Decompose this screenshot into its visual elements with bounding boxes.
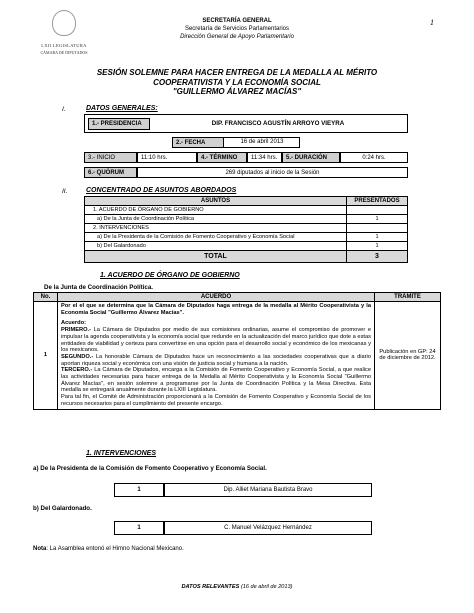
segundo-text: La honorable Cámara de Diputados hace un reconocimiento a las sociedades cooperativas que a diario aportan riqueza social y económica con una visión de justicia social y humana a la nación. <box>61 353 371 367</box>
termino-label: 4.- TÉRMINO <box>197 152 247 163</box>
fecha-value: 16 de abril 2013 <box>240 139 284 145</box>
page-footer <box>0 584 474 590</box>
primero-label: PRIMERO.- <box>61 327 92 334</box>
presidencia-box <box>84 114 408 133</box>
presidencia-label: 1.- PRESIDENCIA <box>88 118 150 130</box>
tramite-cell: Publicación en GP: 24 de diciembre de 2012. <box>375 302 441 410</box>
segundo-paragraph <box>61 354 371 367</box>
acuerdo-body <box>58 302 375 410</box>
intervencion-b-label: b) Del Galardonado. <box>33 505 92 512</box>
duracion-label: 5.- DURACIÓN <box>282 152 340 163</box>
asunto-text: 1. ACUERDO DE ÓRGANO DE GOBIERNO <box>85 206 347 215</box>
duracion-value: 0:24 hrs. <box>340 152 408 163</box>
final-paragraph: Para tal fin, el Comité de Administración proporcionará a la Comisión de Fomento Cooperativo y Economía Social de los recursos necesarios para el cumplimiento del presente encargo. <box>61 394 371 407</box>
tercero-text: La Cámara de Diputados, encarga a la Comisión de Fomento Cooperativo y Economía Social, a que realice las actividades necesarias para hacer entrega de la Medalla al Mérito Cooperativista y la Economía Social "Guillermo Álvarez Macías", en sesión solemne a programarse por la Junta de Coordinación Política y la Mesa Directiva. Esta medalla se entregará anualmente durante la LXIII Legislatura. <box>61 367 371 394</box>
asunto-count: 1 <box>347 215 408 224</box>
table-row <box>85 233 408 242</box>
total-label: TOTAL <box>85 251 347 263</box>
acuerdo-subheading: De la Junta de Coordinación Política. <box>44 284 153 291</box>
section-1-number: I. <box>62 106 66 113</box>
tercero-label: TERCERO.- <box>61 367 93 374</box>
section-2-number: II. <box>62 188 68 195</box>
table-row <box>34 302 441 410</box>
document-header <box>120 17 354 41</box>
section-1-heading: DATOS GENERALES: <box>86 105 158 112</box>
eagle-seal-icon <box>52 10 76 36</box>
asuntos-column-header: ASUNTOS <box>85 197 347 206</box>
tramite-column-header: TRÁMITE <box>375 293 441 302</box>
acuerdo-number: 1 <box>34 302 58 410</box>
nota-line <box>33 546 184 552</box>
acuerdos-table <box>33 292 441 410</box>
quorum-row <box>84 167 408 178</box>
title-line-2: COOPERATIVISTA Y LA ECONOMÍA SOCIAL <box>153 77 321 87</box>
intervencion-a-row <box>114 483 372 497</box>
horario-row <box>84 152 408 163</box>
fecha-box <box>172 137 300 148</box>
intervencion-a-number: 1 <box>114 483 164 497</box>
quorum-label: 6.- QUÓRUM <box>84 167 137 178</box>
title-line-1: SESIÓN SOLEMNE PARA HACER ENTREGA DE LA MEDALLA AL MÉRITO <box>96 68 378 77</box>
footer-date: (16 de abril de 2013) <box>240 584 293 590</box>
intervencion-b-row <box>114 521 372 535</box>
primero-text: La Cámara de Diputados por medio de sus comisiones ordinarias, asume el compromiso de promover e impulsar la agenda cooperativista y la economía social que redunde en la actualización del marco jurídico que dote a estas entidades de viabilidad y certeza para convertirse en una opción para el desarrollo social y económico de los mexicanas y los mexicanos. <box>61 327 371 354</box>
asunto-text: a) De la Presidenta de la Comisión de Fomento Cooperativo y Economía Social <box>85 233 347 242</box>
asunto-text: 2. INTERVENCIONES <box>85 224 347 233</box>
asuntos-table <box>84 196 408 263</box>
primero-paragraph <box>61 327 371 354</box>
tercero-paragraph <box>61 367 371 394</box>
segundo-label: SEGUNDO.- <box>61 353 94 360</box>
asunto-text: b) Del Galardonado <box>85 242 347 251</box>
acuerdo-intro: Por el el que se determina que la Cámara de Diputados haga entrega de la medalla al Mérito Cooperativista y la Economía Social "Guillermo Álvarez Macías". <box>61 303 371 316</box>
asunto-count: 1 <box>347 242 408 251</box>
table-row <box>85 206 408 215</box>
inicio-value: 11:10 hrs. <box>137 152 197 163</box>
acuerdo-label: Acuerdo: <box>61 320 86 327</box>
section-2-heading: CONCENTRADO DE ASUNTOS ABORDADOS <box>86 187 237 194</box>
page-number: 1 <box>430 18 434 27</box>
fecha-label: 2.- FECHA <box>172 137 224 148</box>
document-title <box>70 68 404 97</box>
table-row <box>85 242 408 251</box>
inicio-label: 3.- INICIO <box>84 152 137 163</box>
intervencion-b-number: 1 <box>114 521 164 535</box>
logo-chamber-text: CÁMARA DE DIPUTADOS <box>40 50 88 55</box>
termino-value: 11:34 hrs. <box>247 152 282 163</box>
presentados-column-header: PRESENTADOS <box>347 197 408 206</box>
header-direccion: Dirección General de Apoyo Parlamentario <box>180 34 294 40</box>
asunto-count <box>347 206 408 215</box>
presidencia-value: DIP. FRANCISCO AGUSTÍN ARROYO VIEYRA <box>211 120 345 127</box>
no-column-header: No. <box>34 293 58 302</box>
total-value: 3 <box>347 251 408 263</box>
logo-legislature-text: LXII LEGISLATURA <box>41 43 87 48</box>
intervencion-a-label: a) De la Presidenta de la Comisión de Fomento Cooperativo y Economía Social. <box>33 465 267 472</box>
nota-text: : La Asamblea entonó el Himno Nacional Mexicano. <box>46 546 184 552</box>
intervencion-a-speaker: Dip. Alliet Mariana Bautista Bravo <box>164 483 372 497</box>
header-servicios: Secretaría de Servicios Parlamentarios <box>184 26 290 32</box>
footer-label: DATOS RELEVANTES <box>181 584 240 590</box>
intervenciones-heading: 1. INTERVENCIONES <box>86 450 157 457</box>
table-row <box>85 224 408 233</box>
asunto-count: 1 <box>347 233 408 242</box>
title-line-3: "GUILLERMO ÁLVAREZ MACÍAS" <box>172 87 302 96</box>
asunto-text: a) De la Junta de Coordinación Política <box>85 215 347 224</box>
legislature-logo <box>36 10 92 58</box>
intervencion-b-speaker: C. Manuel Velázquez Hernández <box>164 521 372 535</box>
quorum-value: 269 diputados al inicio de la Sesión <box>137 167 408 178</box>
table-row <box>85 215 408 224</box>
nota-label: Nota <box>33 546 47 552</box>
asunto-count <box>347 224 408 233</box>
header-secretaria: SECRETARÍA GENERAL <box>202 18 272 24</box>
acuerdo-column-header: ACUERDO <box>58 293 375 302</box>
acuerdo-heading: 1. ACUERDO DE ÓRGANO DE GOBIERNO <box>100 272 240 279</box>
